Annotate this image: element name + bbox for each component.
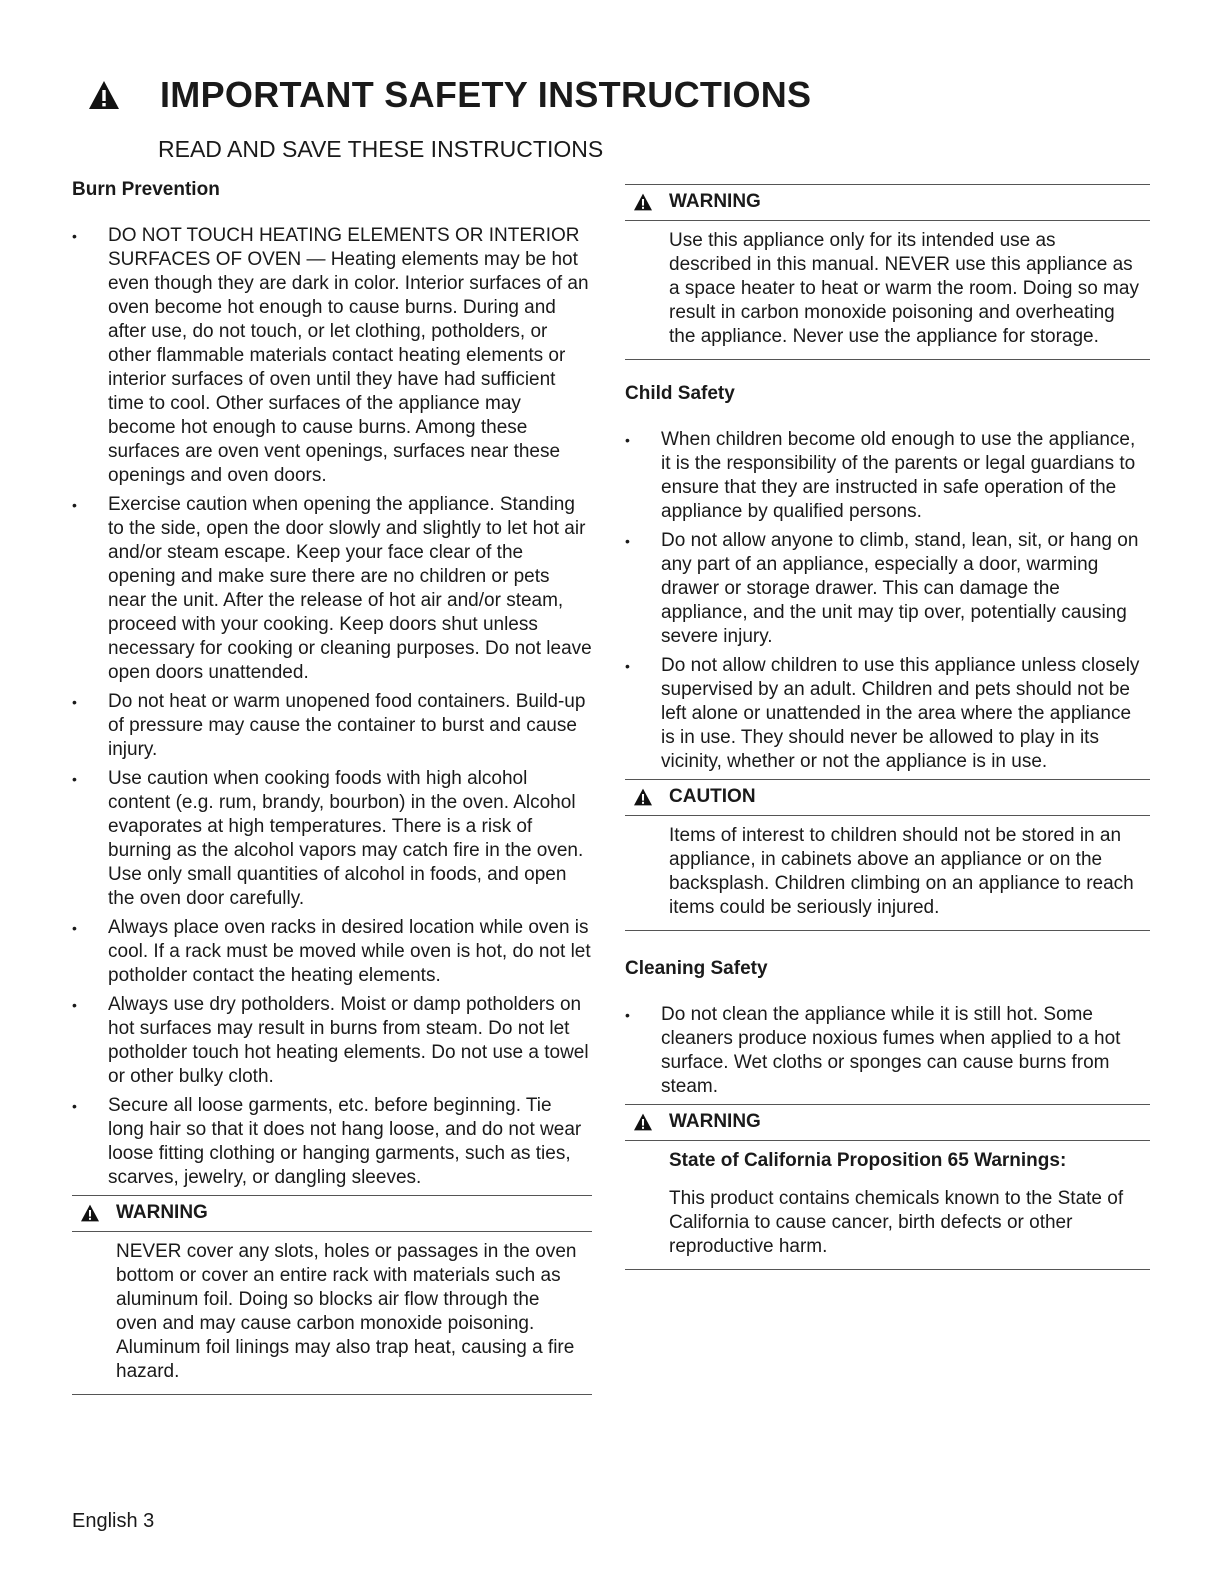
warning-triangle-icon: [633, 788, 653, 806]
page-subtitle: READ AND SAVE THESE INSTRUCTIONS: [158, 136, 604, 162]
warning-box-header: [625, 1105, 1150, 1141]
warning-label: WARNING: [116, 1202, 208, 1223]
cleaning-safety-list: [625, 1003, 1150, 1099]
warning-label: WARNING: [669, 191, 761, 212]
cleaning-safety-heading: Cleaning Safety: [625, 958, 768, 979]
warning-box-prop65: [625, 1104, 1150, 1270]
list-item: • Exercise caution when opening the appliance. Standing to the side, open the door slowly and slightly to let hot air and/or steam escape. Keep your face clear of the opening and make sure there are no children or pets near the unit. After the release of hot air and/or steam, proceed with your cooking. Keep doors shut unless necessary for cooking or cleaning purposes. Do not leave open doors unattended.: [72, 493, 592, 685]
list-item: • Always place oven racks in desired location while oven is cool. If a rack must be moved while oven is hot, do not let potholder contact the heating elements.: [72, 916, 592, 988]
warning-box-foil: [72, 1195, 592, 1395]
warning-triangle-icon: [88, 80, 120, 110]
burn-prevention-heading: Burn Prevention: [72, 179, 220, 200]
left-column: [72, 178, 592, 1395]
list-item: • When children become old enough to use the appliance, it is the responsibility of the parents or legal guardians to ensure that they are instructed in safe operation of the appliance by qualified persons.: [625, 428, 1150, 524]
list-item: • Do not clean the appliance while it is still hot. Some cleaners produce noxious fumes when applied to a hot surface. Wet cloths or sponges can cause burns from steam.: [625, 1003, 1150, 1099]
list-item: • Do not allow children to use this appliance unless closely supervised by an adult. Children and pets should not be left alone or unattended in the area where the appliance is in use. They should never be allowed to play in its vicinity, whether or not the appliance is in use.: [625, 654, 1150, 774]
caution-box: [625, 779, 1150, 931]
warning-box-intended-use: [625, 184, 1150, 360]
list-item: • Always use dry potholders. Moist or damp potholders on hot surfaces may result in burns from steam. Do not let potholder touch hot heating elements. Do not use a towel or other bulky cloth.: [72, 993, 592, 1089]
list-item: • Use caution when cooking foods with high alcohol content (e.g. rum, brandy, bourbon) in the oven. Alcohol evaporates at high temperatures. There is a risk of burning as the alcohol vapors may catch fire in the oven. Use only small quantities of alcohol in foods, and open the oven door carefully.: [72, 767, 592, 911]
prop65-text: This product contains chemicals known to the State of California to cause cancer, birth defects or other reproductive harm.: [669, 1188, 1124, 1257]
page-title: IMPORTANT SAFETY INSTRUCTIONS: [160, 74, 812, 115]
warning-text: Use this appliance only for its intended use as described in this manual. NEVER use this appliance as a space heater to heat or warm the room. Doing so may result in carbon monoxide poisoning and overheating the appliance. Never use the appliance for storage.: [669, 230, 1139, 347]
caution-label: CAUTION: [669, 786, 756, 807]
warning-triangle-icon: [633, 1113, 653, 1131]
child-safety-list: [625, 428, 1150, 774]
list-item: • DO NOT TOUCH HEATING ELEMENTS OR INTERIOR SURFACES OF OVEN — Heating elements may be hot even though they are dark in color. Interior surfaces of an oven become hot enough to cause burns. During and after use, do not touch, or let clothing, potholders, or other flammable materials contact heating elements or interior surfaces of oven until they have had sufficient time to cool. Other surfaces of the appliance may become hot enough to cause burns. Among these surfaces are oven vent openings, surfaces near these openings and oven doors.: [72, 224, 592, 488]
warning-box-header: [625, 185, 1150, 221]
warning-label: WARNING: [669, 1111, 761, 1132]
page-number: English 3: [72, 1510, 155, 1532]
right-column: [625, 178, 1150, 1270]
prop65-subheading: State of California Proposition 65 Warnings:: [669, 1150, 1067, 1171]
child-safety-heading: Child Safety: [625, 383, 735, 404]
caution-text: Items of interest to children should not be stored in an appliance, in cabinets above an appliance or on the backsplash. Children climbing on an appliance to reach items could be seriously injured.: [669, 825, 1134, 918]
list-item: • Do not heat or warm unopened food containers. Build-up of pressure may cause the container to burst and cause injury.: [72, 690, 592, 762]
warning-triangle-icon: [633, 193, 653, 211]
warning-box-body: [625, 1141, 1150, 1269]
burn-prevention-list: [72, 224, 592, 1190]
caution-box-header: [625, 780, 1150, 816]
warning-text: NEVER cover any slots, holes or passages in the oven bottom or cover an entire rack with materials such as aluminum foil. Doing so blocks air flow through the oven and may cause carbon monoxide poisoning. Aluminum foil linings may also trap heat, causing a fire hazard.: [116, 1241, 577, 1382]
warning-triangle-icon: [80, 1204, 100, 1222]
list-item: • Do not allow anyone to climb, stand, lean, sit, or hang on any part of an appliance, especially a door, warming drawer or storage drawer. This can damage the appliance, and the unit may tip over, potentially causing severe injury.: [625, 529, 1150, 649]
list-item: • Secure all loose garments, etc. before beginning. Tie long hair so that it does not hang loose, and do not wear loose fitting clothing or hanging garments, such as ties, scarves, jewelry, or dangling sleeves.: [72, 1094, 592, 1190]
page-header: [88, 74, 811, 116]
warning-box-header: [72, 1196, 592, 1232]
